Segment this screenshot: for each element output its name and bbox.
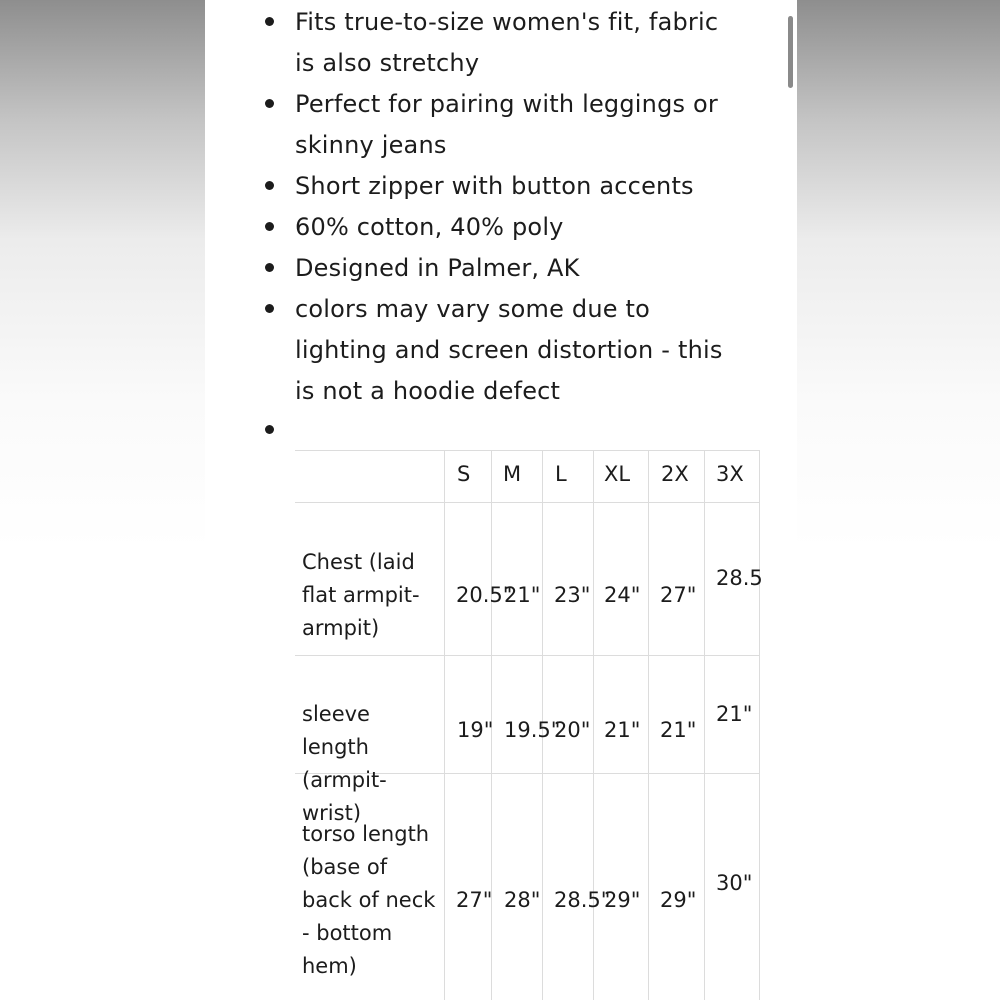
bullet-icon xyxy=(265,17,274,26)
table-border xyxy=(648,450,649,1000)
list-item-text: Perfect for pairing with leggings or skinny jeans xyxy=(295,90,718,159)
table-border xyxy=(593,450,594,1000)
table-cell: 28.5 xyxy=(716,566,763,590)
row-label-sleeve-length: sleeve length (armpit-wrist) xyxy=(302,702,387,825)
bullet-icon xyxy=(265,304,274,313)
left-background xyxy=(0,0,205,1000)
column-header-2x: 2X xyxy=(661,462,689,486)
table-cell: 19" xyxy=(457,718,494,742)
column-header-3x: 3X xyxy=(716,462,744,486)
table-cell: 30" xyxy=(716,871,753,895)
table-cell: 23" xyxy=(554,583,591,607)
size-chart-table xyxy=(295,450,763,1000)
table-cell: 21" xyxy=(716,702,753,726)
column-header-m: M xyxy=(503,462,522,486)
table-cell: 28" xyxy=(504,888,541,912)
list-item-text: Designed in Palmer, AK xyxy=(295,254,580,282)
column-header-l: L xyxy=(555,462,567,486)
right-background xyxy=(797,0,1000,1000)
bullet-icon xyxy=(265,263,274,272)
table-cell: 21" xyxy=(504,583,541,607)
bullet-icon xyxy=(265,222,274,231)
list-item xyxy=(295,248,745,289)
table-cell: 27" xyxy=(660,583,697,607)
bullet-icon xyxy=(265,425,274,434)
table-border xyxy=(295,655,760,656)
table-cell: 28.5" xyxy=(554,888,611,912)
table-cell: 21" xyxy=(660,718,697,742)
list-item-text: colors may vary some due to lighting and screen distortion - this is not a hoodie defect xyxy=(295,295,723,405)
table-cell: 29" xyxy=(660,888,697,912)
bullet-icon xyxy=(265,181,274,190)
list-item xyxy=(295,2,745,84)
column-header-s: S xyxy=(457,462,471,486)
table-cell: 21" xyxy=(604,718,641,742)
table-border xyxy=(295,502,760,503)
row-label-torso-length: torso length (base of back of neck - bottom hem) xyxy=(302,822,436,978)
list-item xyxy=(295,207,745,248)
list-item xyxy=(295,289,745,412)
table-border xyxy=(704,450,705,1000)
table-border xyxy=(759,450,760,1000)
scrollbar[interactable] xyxy=(788,16,793,88)
table-border xyxy=(444,450,445,1000)
list-item xyxy=(295,84,745,166)
table-cell: 27" xyxy=(456,888,493,912)
table-cell: 24" xyxy=(604,583,641,607)
list-item-text: Fits true-to-size women's fit, fabric is also stretchy xyxy=(295,8,719,77)
product-description-screen[interactable] xyxy=(205,0,797,1000)
table-cell: 20.5" xyxy=(456,583,513,607)
table-cell: 20" xyxy=(554,718,591,742)
bullet-icon xyxy=(265,99,274,108)
table-cell: 29" xyxy=(604,888,641,912)
row-label-chest: Chest (laid flat armpit-armpit) xyxy=(302,550,420,640)
column-header-xl: XL xyxy=(604,462,631,486)
list-item xyxy=(295,166,745,207)
list-item-text: Short zipper with button accents xyxy=(295,172,694,200)
table-border xyxy=(295,450,760,451)
list-item-text: 60% cotton, 40% poly xyxy=(295,213,564,241)
table-cell: 19.5" xyxy=(504,718,561,742)
